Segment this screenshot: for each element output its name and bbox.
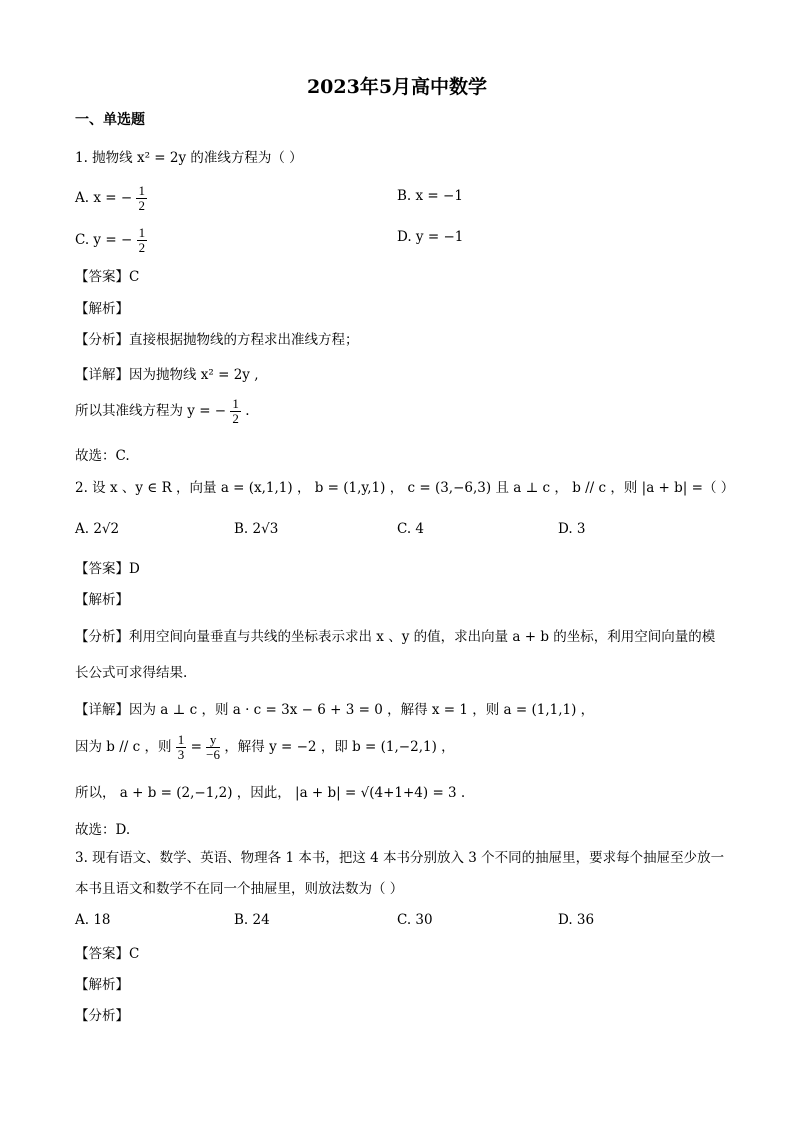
q2-fraction-y-over	[206, 733, 220, 762]
q3-option-a: A. 18	[75, 912, 111, 928]
fraction-denominator: 3	[177, 747, 185, 762]
q2-xiangjie-line2-eq: =	[190, 739, 207, 755]
q1-option-c	[75, 226, 147, 255]
q1-option-a	[75, 184, 147, 213]
q1-option-a-label: A. x = −	[75, 190, 133, 206]
q2-fraction-one-third	[176, 733, 187, 762]
fraction-numerator: 1	[232, 396, 239, 411]
q2-jiexi: 【解析】	[75, 592, 129, 608]
q1-option-d: D. y = −1	[397, 229, 464, 245]
q1-option-b: B. x = −1	[397, 188, 463, 204]
q2-option-b: B. 2√3	[234, 521, 279, 537]
fraction-numerator: 1	[177, 732, 185, 747]
q3-option-c: C. 30	[397, 912, 433, 928]
q1-directrix-text: 所以其准线方程为 y = −	[75, 403, 227, 419]
q2-xiangjie-line2	[75, 733, 455, 762]
page-title: 2023年5月高中数学	[306, 76, 488, 98]
q2-xiangjie-line1: 【详解】因为 a ⊥ c ，则 a · c = 3x − 6 + 3 = 0 ，解得 x = 1 ，则 a = (1,1,1) ，	[75, 702, 595, 718]
fraction-numerator: 1	[138, 225, 146, 240]
section-heading: 一、单选题	[75, 112, 145, 128]
q2-xiangjie-line2-pre: 因为 b // c ，则	[75, 739, 176, 755]
q2-answer: 【答案】D	[75, 561, 140, 577]
q2-option-c: C. 4	[397, 521, 425, 537]
fraction-numerator: y	[206, 733, 220, 748]
q2-stem: 2. 设 x 、y ∈ R ，向量 a = (x,1,1) ， b = (1,y,1) ， c = (3,−6,3) 且 a ⊥ c ， b // c ，则 |a + b| =（ ）	[75, 480, 735, 496]
q2-xiangjie-line3: 所以， a + b = (2,−1,2) ，因此， |a + b| = √(4+1+4) = 3 .	[75, 785, 466, 801]
fraction-denominator: −6	[206, 747, 221, 762]
q1-directrix-line	[75, 397, 250, 426]
q2-fenxi-line2: 长公式可求得结果.	[75, 665, 188, 681]
q1-jiexi: 【解析】	[75, 301, 129, 317]
q1-fenxi: 【分析】直接根据抛物线的方程求出准线方程；	[75, 332, 359, 348]
q1-option-c-label: C. y = −	[75, 232, 133, 248]
q2-choose: 故选：D.	[75, 822, 131, 838]
q3-option-d: D. 36	[558, 912, 595, 928]
q1-stem: 1. 抛物线 x² = 2y 的准线方程为（ ）	[75, 150, 303, 166]
q3-answer: 【答案】C	[75, 946, 140, 962]
q1-directrix-fraction	[230, 397, 241, 426]
q1-directrix-end: .	[245, 403, 250, 419]
q3-option-b: B. 24	[234, 912, 270, 928]
q3-fenxi: 【分析】	[75, 1008, 129, 1024]
q2-fenxi-line1: 【分析】利用空间向量垂直与共线的坐标表示求出 x 、y 的值，求出向量 a + b 的坐标，利用空间向量的模	[75, 629, 716, 645]
q3-stem-line1: 3. 现有语文、数学、英语、物理各 1 本书，把这 4 本书分别放入 3 个不同的抽屉里，要求每个抽屉至少放一	[75, 850, 725, 866]
q1-option-c-fraction	[137, 226, 148, 255]
q2-xiangjie-line2-post: ，解得 y = −2 ，即 b = (1,−2,1) ，	[224, 739, 455, 755]
q3-jiexi: 【解析】	[75, 977, 129, 993]
q1-xiangjie: 【详解】因为抛物线 x² = 2y ,	[75, 367, 259, 383]
fraction-denominator: 2	[138, 198, 145, 213]
q1-answer: 【答案】C	[75, 269, 140, 285]
q1-option-a-fraction	[136, 184, 147, 213]
fraction-denominator: 2	[232, 411, 239, 426]
q1-choose: 故选：C.	[75, 448, 130, 464]
q2-option-d: D. 3	[558, 521, 586, 537]
fraction-denominator: 2	[138, 240, 146, 255]
fraction-numerator: 1	[138, 183, 145, 198]
q2-option-a: A. 2√2	[75, 521, 120, 537]
q3-stem-line2: 本书且语文和数学不在同一个抽屉里，则放法数为（ ）	[75, 881, 404, 897]
